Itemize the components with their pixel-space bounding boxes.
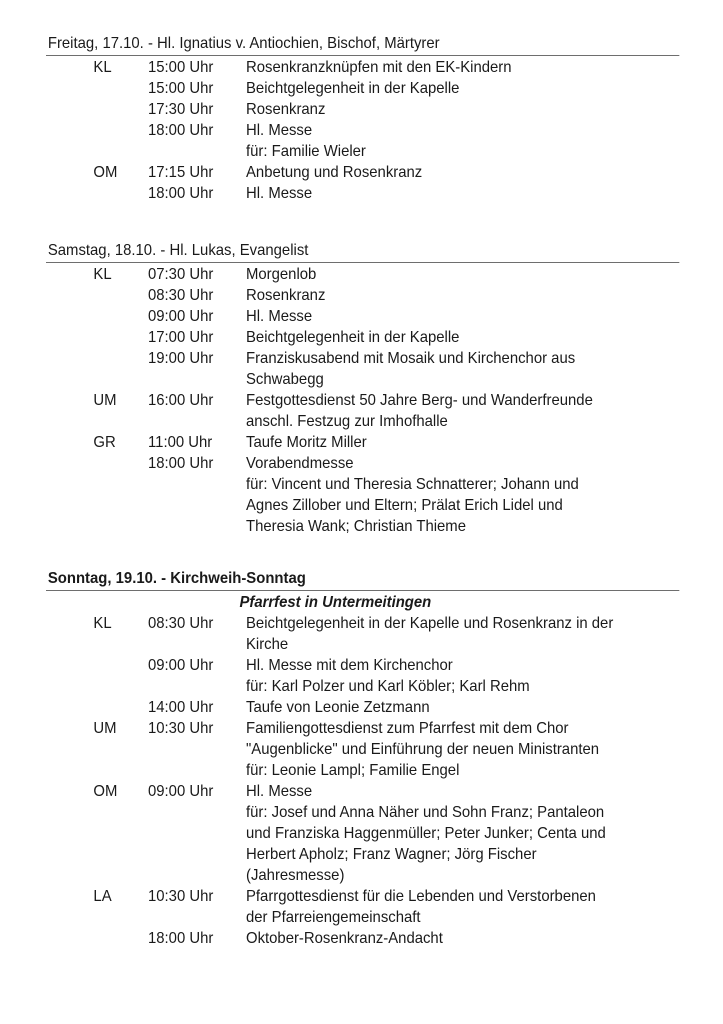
day-header: Sonntag, 19.10. - Kirchweih-Sonntag bbox=[46, 569, 680, 591]
location-code bbox=[46, 306, 141, 327]
entry-list bbox=[46, 264, 678, 537]
entry-description bbox=[246, 432, 706, 453]
entry-description bbox=[246, 120, 706, 162]
entry-row bbox=[46, 57, 678, 78]
entry-row bbox=[46, 348, 678, 390]
description-line: Hl. Messe bbox=[246, 783, 313, 800]
entry-description bbox=[246, 306, 706, 327]
entry-description bbox=[246, 655, 706, 697]
description-line: Rosenkranz bbox=[246, 101, 326, 118]
description-line: Schwabegg bbox=[246, 371, 324, 388]
description-line: Kirche bbox=[246, 636, 289, 653]
entry-time: 18:00 Uhr bbox=[148, 185, 214, 202]
entry-description bbox=[246, 57, 706, 78]
description-line: Festgottesdienst 50 Jahre Berg- und Wanderfreunde bbox=[246, 392, 593, 409]
day-section-friday bbox=[46, 34, 678, 204]
entry-time: 18:00 Uhr bbox=[148, 122, 214, 139]
location-code bbox=[46, 99, 141, 120]
location-code bbox=[46, 120, 141, 162]
entry-row bbox=[46, 120, 678, 162]
entry-description bbox=[246, 390, 706, 432]
entry-time: 09:00 Uhr bbox=[148, 783, 214, 800]
description-line: Hl. Messe bbox=[246, 185, 313, 202]
intention-line: Theresia Wank; Christian Thieme bbox=[246, 518, 466, 535]
entry-row bbox=[46, 613, 678, 655]
intention-line: für: Josef und Anna Näher und Sohn Franz; Pantaleon bbox=[246, 804, 605, 821]
description-line: der Pfarreiengemeinschaft bbox=[246, 909, 421, 926]
day-section-saturday bbox=[46, 241, 678, 537]
entry-time: 18:00 Uhr bbox=[148, 930, 214, 947]
intention-line: Agnes Zillober und Eltern; Prälat Erich Lidel und bbox=[246, 497, 563, 514]
entry-description bbox=[246, 928, 706, 949]
entry-description bbox=[246, 781, 706, 886]
entry-time: 11:00 Uhr bbox=[148, 434, 213, 451]
entry-list bbox=[46, 57, 678, 204]
entry-description bbox=[246, 886, 706, 928]
entry-row bbox=[46, 264, 678, 285]
description-line: Hl. Messe bbox=[246, 122, 313, 139]
location-code bbox=[46, 78, 141, 99]
description-line: Rosenkranzknüpfen mit den EK-Kindern bbox=[246, 59, 512, 76]
entry-time: 09:00 Uhr bbox=[148, 308, 214, 325]
entry-time: 17:00 Uhr bbox=[148, 329, 214, 346]
description-line: Pfarrgottesdienst für die Lebenden und Verstorbenen bbox=[246, 888, 596, 905]
entry-time: 17:30 Uhr bbox=[148, 101, 214, 118]
entry-time: 08:30 Uhr bbox=[148, 615, 214, 632]
entry-list bbox=[46, 613, 678, 949]
intention-line: und Franziska Haggenmüller; Peter Junker; Centa und bbox=[246, 825, 606, 842]
location-code: UM bbox=[93, 720, 117, 737]
location-code bbox=[46, 655, 141, 697]
intention-line: für: Leonie Lampl; Familie Engel bbox=[246, 762, 460, 779]
description-line: Taufe von Leonie Zetzmann bbox=[246, 699, 430, 716]
entry-row bbox=[46, 718, 678, 781]
entry-time: 10:30 Uhr bbox=[148, 888, 214, 905]
entry-description bbox=[246, 285, 706, 306]
entry-row bbox=[46, 99, 678, 120]
description-line: Taufe Moritz Miller bbox=[246, 434, 367, 451]
location-code: GR bbox=[93, 434, 116, 451]
entry-time: 18:00 Uhr bbox=[148, 455, 214, 472]
location-code bbox=[46, 697, 141, 718]
entry-time: 19:00 Uhr bbox=[148, 350, 214, 367]
location-code bbox=[46, 453, 141, 537]
description-line: Familiengottesdienst zum Pfarrfest mit dem Chor bbox=[246, 720, 569, 737]
entry-time: 07:30 Uhr bbox=[148, 266, 214, 283]
entry-time: 10:30 Uhr bbox=[148, 720, 214, 737]
event-subtitle: Pfarrfest in Untermeitingen bbox=[239, 594, 432, 611]
entry-time: 14:00 Uhr bbox=[148, 699, 214, 716]
day-section-sunday bbox=[46, 569, 678, 949]
entry-description bbox=[246, 78, 706, 99]
entry-row bbox=[46, 453, 678, 537]
description-line: anschl. Festzug zur Imhofhalle bbox=[246, 413, 448, 430]
description-line: Beichtgelegenheit in der Kapelle und Rosenkranz in der bbox=[246, 615, 614, 632]
description-line: Oktober-Rosenkranz-Andacht bbox=[246, 930, 443, 947]
entry-time: 09:00 Uhr bbox=[148, 657, 214, 674]
location-code bbox=[46, 285, 141, 306]
entry-row bbox=[46, 78, 678, 99]
day-header: Freitag, 17.10. - Hl. Ignatius v. Antiochien, Bischof, Märtyrer bbox=[46, 34, 680, 56]
entry-description bbox=[246, 613, 706, 655]
entry-time: 15:00 Uhr bbox=[148, 59, 214, 76]
entry-description bbox=[246, 264, 706, 285]
description-line: Beichtgelegenheit in der Kapelle bbox=[246, 80, 460, 97]
entry-description bbox=[246, 718, 706, 781]
entry-description bbox=[246, 99, 706, 120]
location-code: KL bbox=[93, 59, 112, 76]
entry-row bbox=[46, 697, 678, 718]
entry-row bbox=[46, 306, 678, 327]
location-code bbox=[46, 327, 141, 348]
entry-row bbox=[46, 183, 678, 204]
location-code: KL bbox=[93, 615, 112, 632]
entry-row bbox=[46, 327, 678, 348]
intention-line: (Jahresmesse) bbox=[246, 867, 345, 884]
intention-line: für: Vincent und Theresia Schnatterer; Johann und bbox=[246, 476, 579, 493]
location-code bbox=[46, 183, 141, 204]
entry-row bbox=[46, 390, 678, 432]
day-header: Samstag, 18.10. - Hl. Lukas, Evangelist bbox=[46, 241, 680, 263]
description-line: Rosenkranz bbox=[246, 287, 326, 304]
entry-time: 16:00 Uhr bbox=[148, 392, 214, 409]
location-code: LA bbox=[93, 888, 112, 905]
location-code: OM bbox=[93, 783, 118, 800]
entry-row bbox=[46, 886, 678, 928]
entry-description bbox=[246, 453, 706, 537]
entry-description bbox=[246, 348, 706, 390]
entry-time: 17:15 Uhr bbox=[148, 164, 214, 181]
description-line: Hl. Messe bbox=[246, 308, 313, 325]
entry-description bbox=[246, 327, 706, 348]
description-line: Morgenlob bbox=[246, 266, 317, 283]
intention-line: Herbert Apholz; Franz Wagner; Jörg Fischer bbox=[246, 846, 537, 863]
description-line: Anbetung und Rosenkranz bbox=[246, 164, 423, 181]
description-line: Franziskusabend mit Mosaik und Kirchenchor aus bbox=[246, 350, 576, 367]
entry-row bbox=[46, 655, 678, 697]
entry-description bbox=[246, 162, 706, 183]
intention-line: für: Karl Polzer und Karl Köbler; Karl Rehm bbox=[246, 678, 530, 695]
location-code: OM bbox=[93, 164, 118, 181]
description-line: "Augenblicke" und Einführung der neuen Ministranten bbox=[246, 741, 600, 758]
entry-time: 08:30 Uhr bbox=[148, 287, 214, 304]
location-code bbox=[46, 348, 141, 390]
intention-line: für: Familie Wieler bbox=[246, 143, 366, 160]
entry-row bbox=[46, 928, 678, 949]
entry-row bbox=[46, 285, 678, 306]
location-code: KL bbox=[93, 266, 112, 283]
entry-description bbox=[246, 183, 706, 204]
entry-row bbox=[46, 162, 678, 183]
entry-time: 15:00 Uhr bbox=[148, 80, 214, 97]
entry-row bbox=[46, 781, 678, 886]
location-code: UM bbox=[93, 392, 117, 409]
entry-description bbox=[246, 697, 706, 718]
description-line: Beichtgelegenheit in der Kapelle bbox=[246, 329, 460, 346]
entry-row bbox=[46, 432, 678, 453]
description-line: Hl. Messe mit dem Kirchenchor bbox=[246, 657, 453, 674]
location-code bbox=[46, 928, 141, 949]
description-line: Vorabendmesse bbox=[246, 455, 354, 472]
